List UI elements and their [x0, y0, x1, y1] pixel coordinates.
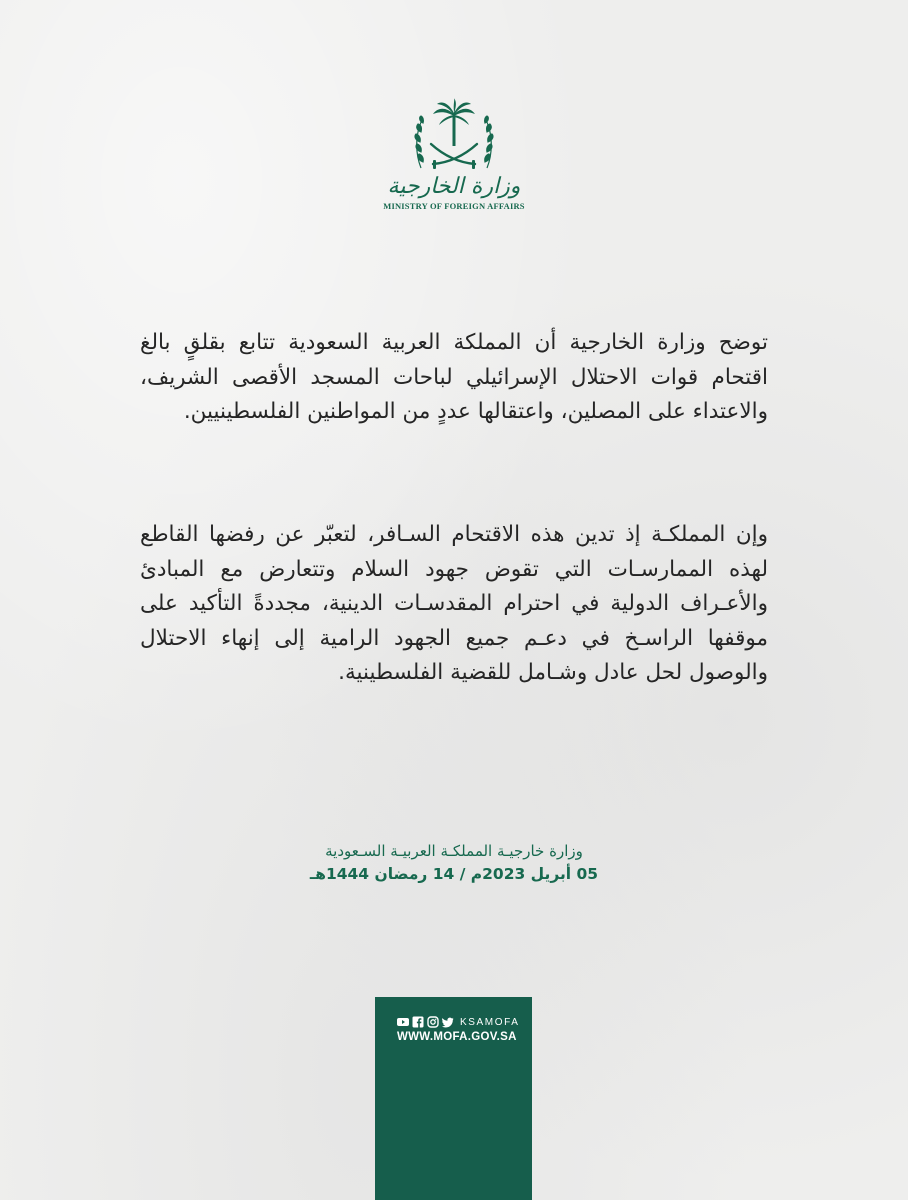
signature-organization: وزارة خارجيـة المملكـة العربيـة السـعودية: [325, 842, 583, 860]
ministry-english-name: MINISTRY OF FOREIGN AFFAIRS: [383, 201, 525, 211]
saudi-palm-swords-emblem-icon: [411, 98, 497, 176]
statement-paragraph-1: توضح وزارة الخارجية أن المملكة العربية السعودية تتابع بقلقٍ بالغ اقتحام قوات الاحتلال الإسرائيلي لباحات المسجد الأقصى الشريف، والاعتداء على المصلين، واعتقالها عددٍ من المواطنين الفلسطينيين.: [140, 330, 768, 424]
contact-panel: [375, 997, 532, 1200]
statement-paragraph-2: وإن المملكـة إذ تدين هذه الاقتحام السـافر، لتعبّر عن رفضها القاطع لهذه الممارسـات التي تقوض جهود السلام وتتعارض مع المبادئ والأعـراف الدولية في احترام المقدسـات الدينية، مجددةً التأكيد على موقفها الراسـخ في دعـم جميع الجهود الرامية إلى إنهاء الاحتلال والوصول لحل عادل وشـامل للقضية الفلسطينية.: [140, 522, 768, 685]
facebook-icon[interactable]: [412, 1016, 424, 1028]
ministry-logo: [354, 98, 554, 230]
instagram-icon[interactable]: [427, 1016, 439, 1028]
website-link[interactable]: WWW.MOFA.GOV.SA: [397, 1031, 517, 1043]
social-handle: KSAMOFA: [460, 1016, 520, 1028]
signature-block: [300, 840, 608, 886]
twitter-icon[interactable]: [442, 1016, 454, 1028]
social-links: [397, 1015, 520, 1029]
youtube-icon[interactable]: [397, 1016, 409, 1028]
signature-date: 05 أبريل 2023م / 14 رمضان 1444هـ: [309, 865, 599, 883]
ministry-arabic-name: وزارة الخارجية: [387, 174, 521, 199]
